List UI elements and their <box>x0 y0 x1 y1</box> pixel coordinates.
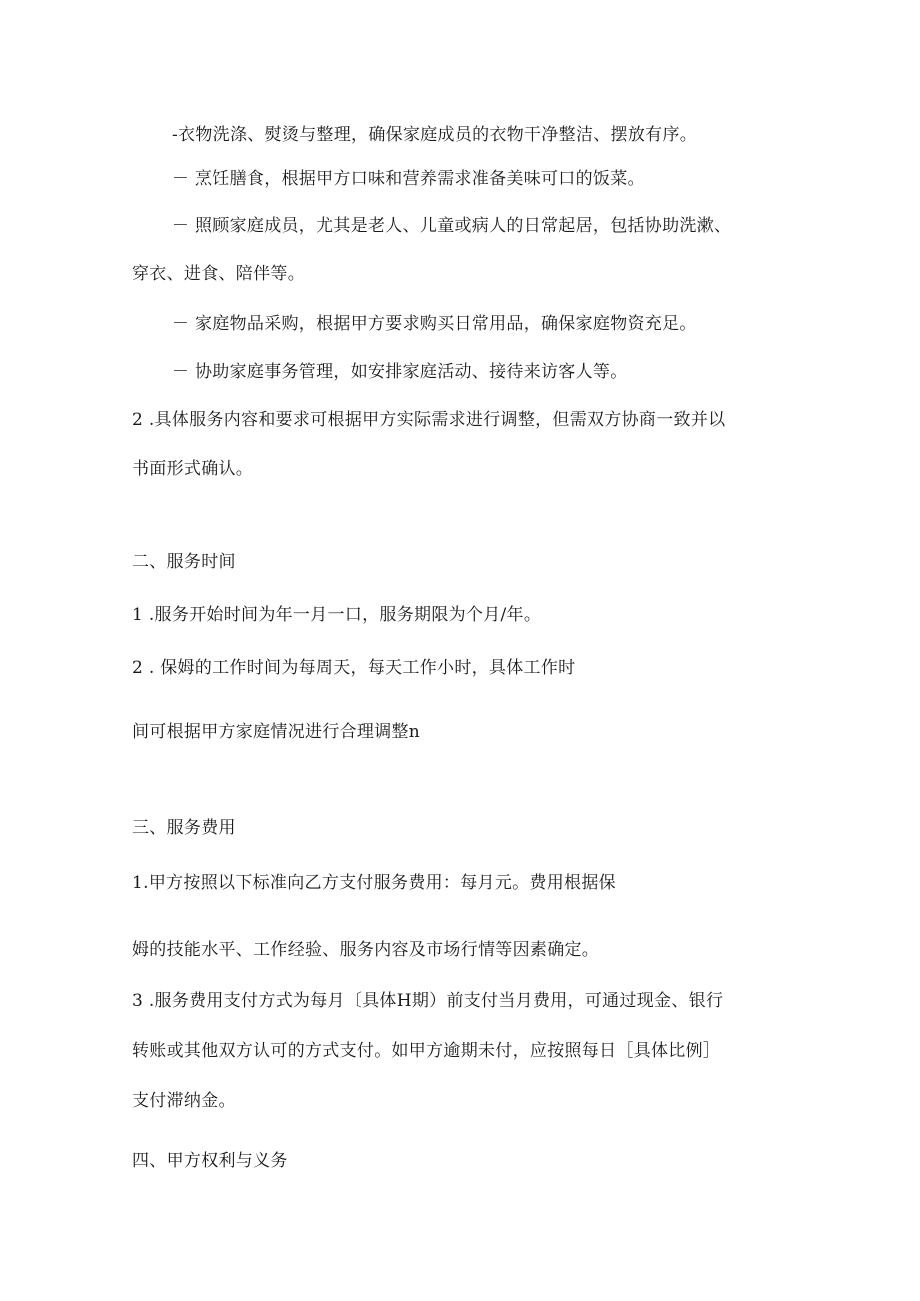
item-affairs: － 协助家庭事务管理，如安排家庭活动、接待来访客人等。 <box>172 362 628 382</box>
item-care-line1: － 照顾家庭成员，尤其是老人、儿童或病人的日常起居，包括协助洗漱、 <box>172 216 732 236</box>
item-laundry: -衣物洗涤、熨烫与整理，确保家庭成员的衣物干净整洁、摆放有序。 <box>172 125 698 145</box>
clause-adjustment-line2: 书面形式确认。 <box>132 459 254 479</box>
clause-adjustment-line1: 2 .具体服务内容和要求可根据甲方实际需求进行调整，但需双方协商一致并以 <box>132 410 726 430</box>
item-purchasing: － 家庭物品采购，根据甲方要求购买日常用品，确保家庭物资充足。 <box>172 314 697 334</box>
clause-fee-line2: 姆的技能水平、工作经验、服务内容及市场行情等因素确定。 <box>132 940 600 960</box>
clause-work-hours-line1: 2 . 保姆的工作时间为每周天，每天工作小时，具体工作时 <box>132 658 576 678</box>
section-heading-service-time: 二、服务时间 <box>132 552 236 572</box>
clause-payment-line3: 支付滞纳金。 <box>132 1091 236 1111</box>
item-cooking: － 烹饪膳食，根据甲方口味和营养需求准备美味可口的饭菜。 <box>172 169 645 189</box>
clause-fee-line1: 1.甲方按照以下标准向乙方支付服务费用：每月元。费用根据保 <box>132 873 616 893</box>
clause-work-hours-line2: 间可根据甲方家庭情况进行合理调整n <box>132 722 421 742</box>
clause-payment-line2: 转账或其他双方认可的方式支付。如甲方逾期未付，应按照每日［具体比例］ <box>132 1041 721 1061</box>
clause-start-time: 1 .服务开始时间为年一月一口，服务期限为个月/年。 <box>132 605 542 625</box>
section-heading-party-a-rights: 四、甲方权利与义务 <box>132 1151 288 1171</box>
section-heading-service-fee: 三、服务费用 <box>132 818 236 838</box>
item-care-line2: 穿衣、进食、陪伴等。 <box>132 264 305 284</box>
clause-payment-line1: 3 .服务费用支付方式为每月〔具体H期）前支付当月费用，可通过现金、银行 <box>132 991 724 1011</box>
